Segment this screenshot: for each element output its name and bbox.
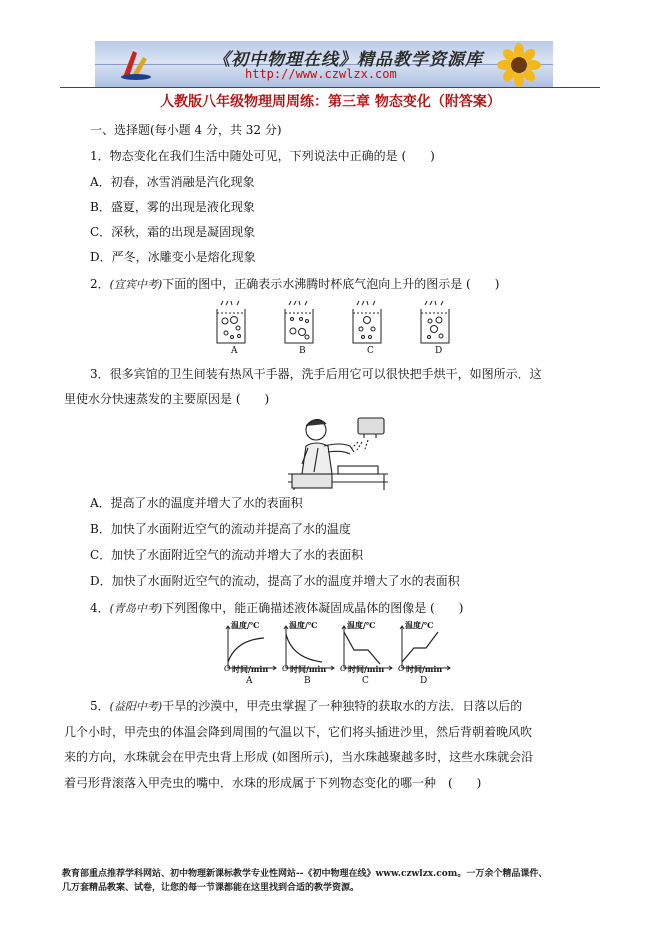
q1-option-c: C．深秋，霜的出现是凝固现象 [90,225,256,239]
q1-option-d: D．严冬，冰雕变小是熔化现象 [90,250,256,264]
q4-graph-label: C [362,676,369,686]
q2-beakers-diagram [212,299,457,347]
q4-stem: 下列图像中，能正确描述液体凝固成晶体的图像是 ( ) [162,601,464,615]
q2-label-c: C [367,346,374,356]
q2-stem-line [90,276,499,293]
beaker-d [421,301,449,343]
q3-option-a: A．提高了水的温度并增大了水的表面积 [90,496,303,510]
q4-graph-origin: O [340,664,347,673]
q4-graph-label: B [304,676,311,686]
q2-source: (宜宾中考) [109,278,163,291]
q4-graph-curve [402,632,438,662]
q4-graph-xlabel: 时间/min [406,664,443,674]
q3-stem-line1: 3．很多宾馆的卫生间装有热风干手器，洗手后用它可以很快把手烘干，如图所示．这 [90,367,542,381]
hand-dryer-illustration [288,412,388,490]
q4-graph-d [398,622,454,688]
q4-graph-curve [286,634,322,662]
q4-graph-label: D [420,676,428,686]
q4-graph-origin: O [224,664,231,673]
q3-option-d: D．加快了水面附近空气的流动，提高了水的温度并增大了水的表面积 [90,574,460,588]
q5-text-line1: 干旱的沙漠中，甲壳虫掌握了一种独特的获取水的方法．日落以后的 [162,699,523,713]
beaker-c [353,301,381,343]
q2-figure [212,299,457,359]
q3-stem-line2: 里使水分快速蒸发的主要原因是 ( ) [64,392,270,406]
q5-number: 5． [90,699,110,713]
q1-stem: 1．物态变化在我们生活中随处可见，下列说法中正确的是 ( ) [90,149,435,163]
q4-graph-a [224,622,280,688]
site-logo-icon [119,47,153,81]
q3-option-c: C．加快了水面附近空气的流动并增大了水的表面积 [90,548,364,562]
q4-graph-curve [344,632,380,664]
q5-line4: 着弓形背滚落入甲壳虫的嘴中．水珠的形成属于下列物态变化的哪一种 ( ) [64,776,482,790]
q4-number: 4． [90,601,110,615]
q5-source: (益阳中考) [109,700,163,713]
q5-line1 [90,698,522,715]
q4-graph-b [282,622,338,688]
q2-stem: 下面的图中，正确表示水沸腾时杯底气泡向上升的图示是 ( ) [162,277,500,291]
q5-line2: 几个小时，甲壳虫的体温会降到周围的气温以下，它们将头插进沙里，然后背朝着晚风吹 [64,725,533,739]
header-banner [95,41,553,87]
header-rule [60,87,600,88]
q1-option-b: B．盛夏，雾的出现是液化现象 [90,200,255,214]
banner-url: http://www.czwlzx.com [245,67,397,81]
q3-option-b: B．加快了水面附近空气的流动并提高了水的温度 [90,522,351,536]
banner-title: 《初中物理在线》精品教学资源库 [213,50,483,70]
q4-graph-xlabel: 时间/min [348,664,385,674]
q4-stem-line [90,600,463,617]
q1-option-a: A．初春，冰雪消融是汽化现象 [90,175,255,189]
q2-label-d: D [435,346,443,356]
q4-graph-origin: O [282,664,289,673]
q2-label-b: B [299,346,306,356]
footer-line1: 教育部重点推荐学科网站、初中物理新课标教学专业性网站--《初中物理在线》www.czwlzx.com。一万余个精品课件、 [62,869,548,879]
q4-graph-label: A [246,676,253,686]
q4-graph-c [340,622,396,688]
q4-graph-ylabel: 温度/℃ [289,620,318,630]
q2-label-a: A [231,346,238,356]
q4-graph-xlabel: 时间/min [290,664,327,674]
q4-graph-origin: O [398,664,405,673]
q4-graph-ylabel: 温度/℃ [231,620,260,630]
beaker-a [217,301,245,343]
q4-graph-ylabel: 温度/℃ [347,620,376,630]
q4-source: (青岛中考) [109,602,163,615]
q5-line3: 来的方向，水珠就会在甲壳虫背上形成 (如图所示)，当水珠越聚越多时，这些水珠就会沿 [64,750,534,764]
q2-number: 2． [90,277,110,291]
beaker-b [285,301,313,343]
q4-graph-ylabel: 温度/℃ [405,620,434,630]
document-title: 人教版八年级物理周周练：第三章 物态变化（附答案） [160,94,501,110]
sunflower-icon [491,43,547,87]
footer-line2: 几万套精品教案、试卷，让您的每一节课都能在这里找到合适的教学资源。 [62,883,360,893]
q4-graphs [224,622,454,688]
q4-graph-xlabel: 时间/min [232,664,269,674]
section-heading: 一、选择题(每小题 4 分，共 32 分) [90,123,282,137]
q4-graph-curve [228,638,264,662]
